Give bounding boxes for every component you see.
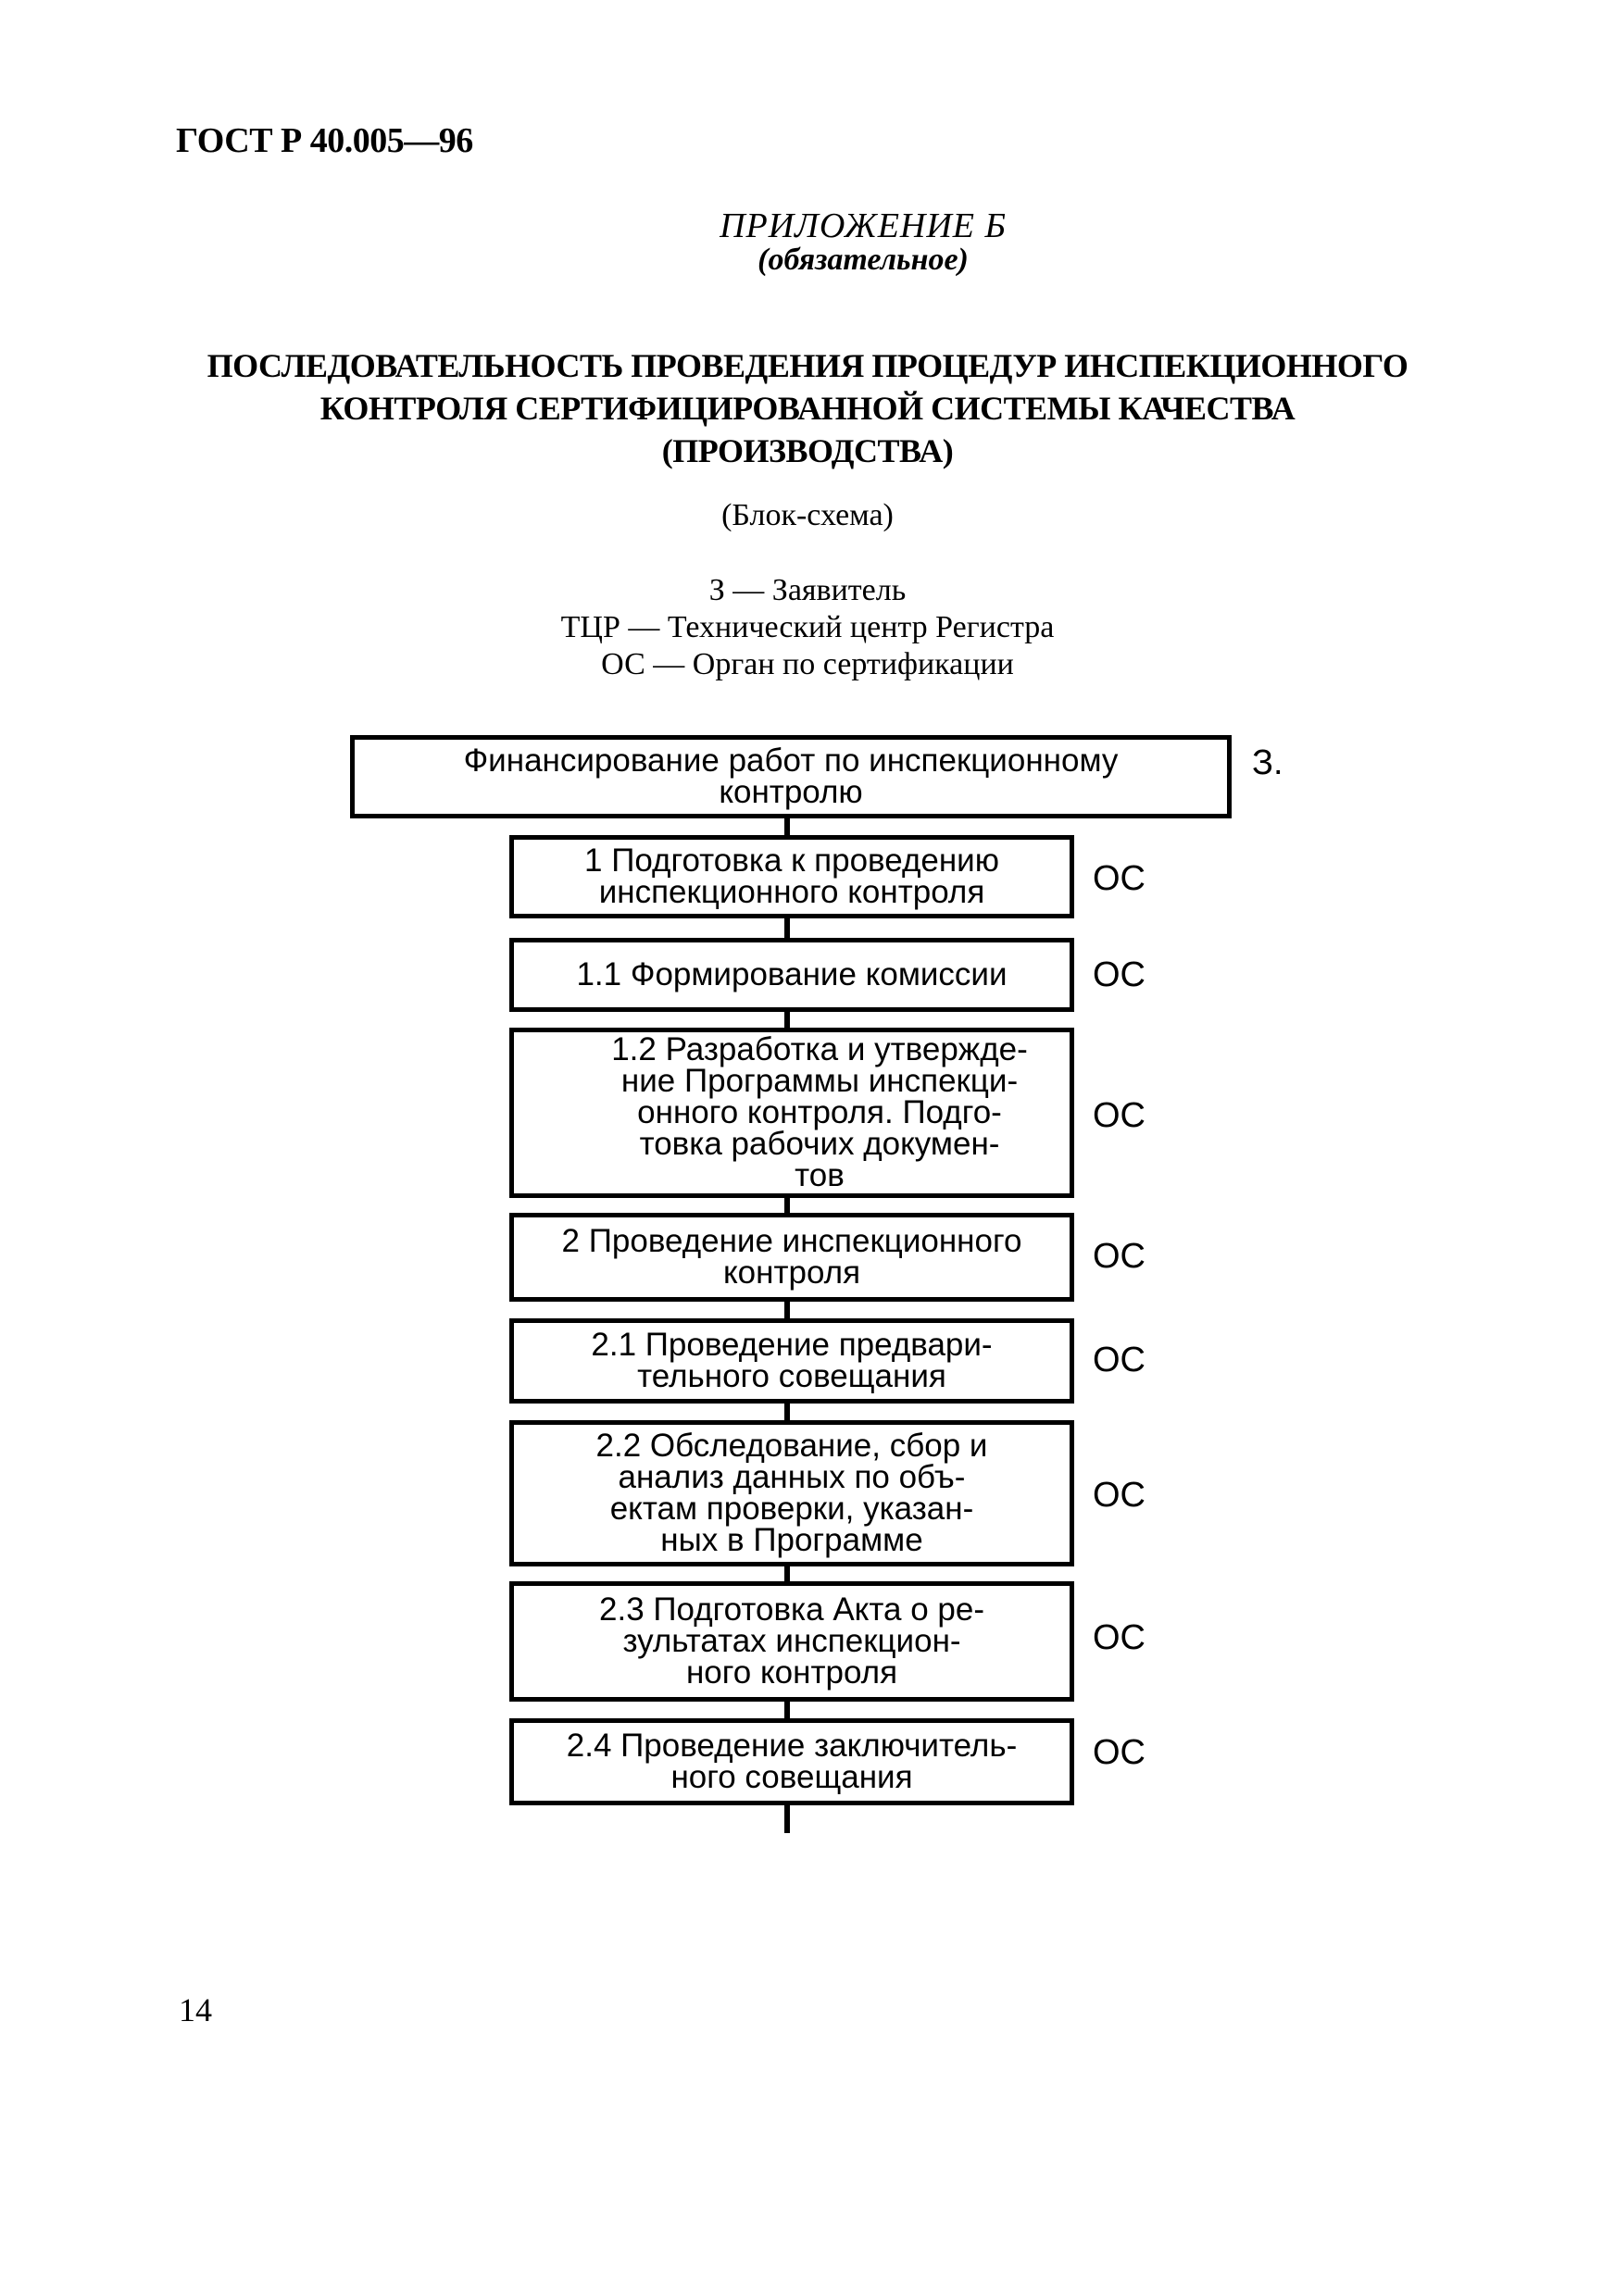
flow-step-2-3: [509, 1581, 1074, 1702]
legend-item-certification-body: ОС — Орган по сертификации: [601, 647, 1014, 681]
appendix-status: (обязательное): [757, 243, 969, 277]
document-code: ГОСТ Р 40.005—96: [176, 121, 473, 160]
flow-step-2-4-text: 2.4 Проведение заключитель- ного совещания: [566, 1728, 1018, 1795]
flow-step-2-text: 2 Проведение инспекционного контроля: [561, 1223, 1022, 1291]
flow-step-2-4: [509, 1718, 1074, 1805]
flow-step-1-1-responsible: ОС: [1093, 955, 1146, 994]
flow-step-2-1-responsible: ОС: [1093, 1341, 1146, 1379]
flow-step-1-2-text: 1.2 Разработка и утвержде- ние Программы инспекци- онного контроля. Подго- товка рабочих докумен- тов: [611, 1031, 1028, 1193]
flow-step-2: [509, 1213, 1074, 1302]
flow-step-1-1-text: 1.1 Формирование комиссии: [576, 956, 1008, 992]
flow-step-2-2-text: 2.2 Обследование, сбор и анализ данных по объ- ектам проверки, указан- ных в Программе: [595, 1428, 988, 1558]
flow-step-1-1: [509, 938, 1074, 1012]
legend: [0, 572, 1615, 683]
flow-step-2-1: [509, 1318, 1074, 1404]
flow-step-1-2: [509, 1028, 1074, 1198]
flow-step-financing-responsible: З.: [1252, 743, 1283, 782]
flow-step-financing: [350, 735, 1232, 818]
diagram-subtitle: (Блок-схема): [721, 498, 894, 532]
page-title-line-3: (ПРОИЗВОДСТВА): [661, 432, 954, 469]
flow-step-1-2-responsible: ОС: [1093, 1096, 1146, 1135]
flow-step-2-3-text: 2.3 Подготовка Акта о ре- зультатах инспекцион- ного контроля: [599, 1591, 984, 1691]
page-title: [0, 344, 1615, 472]
flow-step-1-text: 1 Подготовка к проведению инспекционного контроля: [584, 842, 999, 910]
appendix-title: ПРИЛОЖЕНИЕ Б: [720, 206, 1007, 245]
flow-step-financing-text: Финансирование работ по инспекционному контролю: [463, 742, 1119, 810]
flow-step-1-responsible: ОС: [1093, 859, 1146, 898]
flow-step-2-3-responsible: ОС: [1093, 1618, 1146, 1657]
flow-step-2-responsible: ОС: [1093, 1237, 1146, 1276]
page-title-line-1: ПОСЛЕДОВАТЕЛЬНОСТЬ ПРОВЕДЕНИЯ ПРОЦЕДУР ИНСПЕКЦИОННОГО: [207, 347, 1408, 384]
flow-step-2-2-responsible: ОС: [1093, 1476, 1146, 1515]
flow-step-2-4-responsible: ОС: [1093, 1733, 1146, 1772]
legend-item-tcr: ТЦР — Технический центр Регистра: [560, 610, 1055, 644]
flow-step-2-2: [509, 1420, 1074, 1566]
page-title-line-2: КОНТРОЛЯ СЕРТИФИЦИРОВАННОЙ СИСТЕМЫ КАЧЕСТВА: [319, 390, 1296, 427]
legend-item-applicant: З — Заявитель: [708, 573, 907, 607]
flow-step-2-1-text: 2.1 Проведение предвари- тельного совещания: [591, 1327, 993, 1394]
page-number: 14: [179, 1991, 212, 2028]
flow-step-1: [509, 835, 1074, 918]
